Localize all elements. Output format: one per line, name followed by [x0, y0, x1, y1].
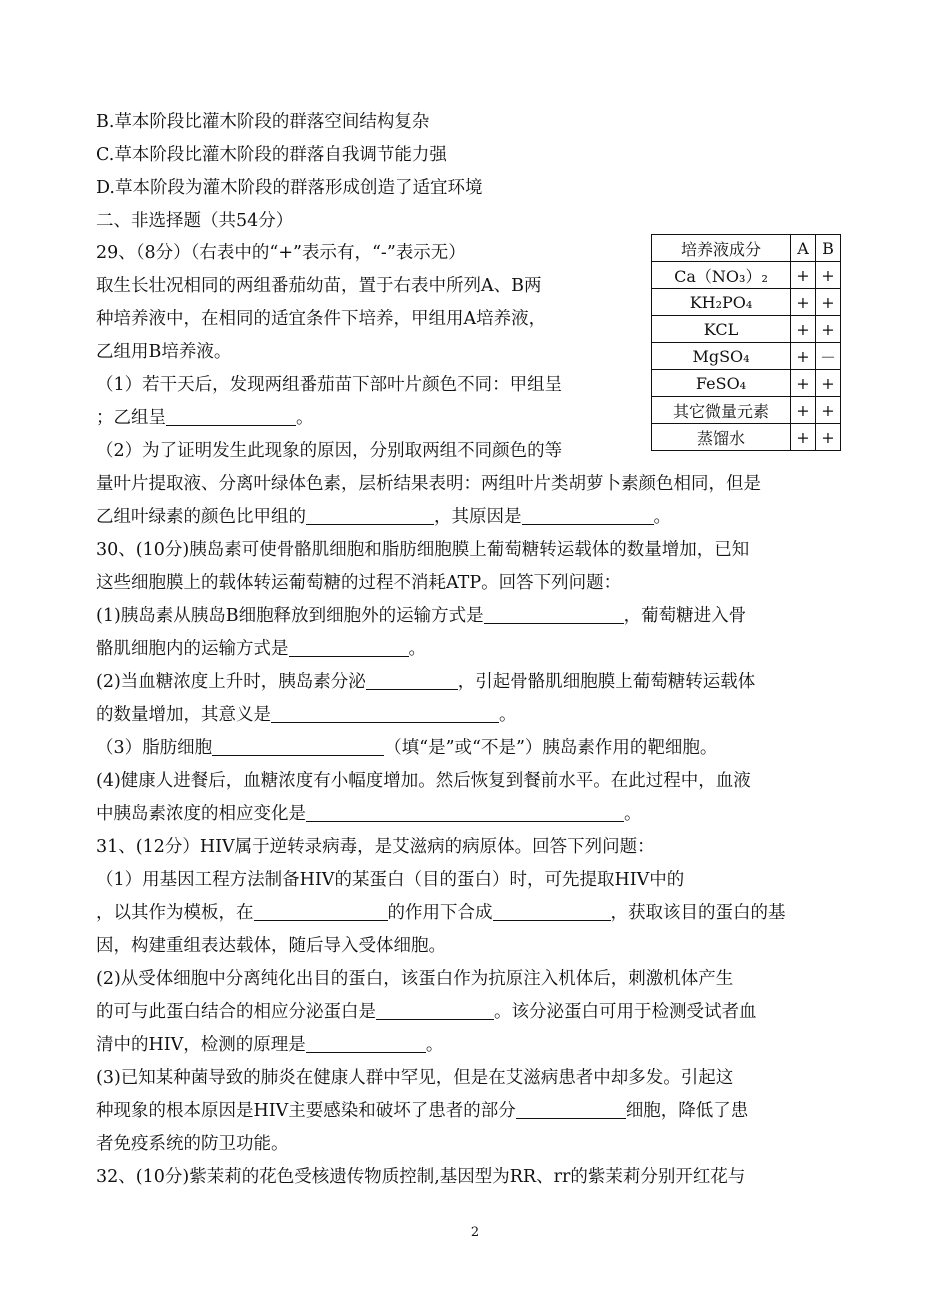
text-segment: （3）脂肪细胞: [96, 738, 213, 758]
text-segment: 。: [425, 1035, 444, 1055]
table-cell: MgSO₄: [652, 343, 791, 370]
table-cell: +: [816, 262, 841, 289]
text-segment: 的数量增加，其意义是: [96, 705, 271, 725]
q31-part3: (3)已知某种菌导致的肺炎在健康人群中罕见，但是在艾滋病患者中却多发。引起这: [96, 1068, 734, 1088]
table-cell: +: [816, 289, 841, 316]
q31-part3-end: 者免疫系统的防卫功能。: [96, 1134, 289, 1154]
section-heading: 二、非选择题（共54分）: [96, 211, 294, 231]
option-b: B.草本阶段比灌木阶段的群落空间结构复杂: [96, 112, 430, 132]
table-cell: Ca（NO₃）₂: [652, 262, 791, 289]
q31-part2: (2)从受体细胞中分离纯化出目的蛋白，该蛋白作为抗原注入机体后，刺激机体产生: [96, 969, 734, 989]
q31-part2-end: [96, 1033, 443, 1057]
answer-blank[interactable]: [493, 902, 611, 921]
text-segment: ，葡萄糖进入骨: [623, 606, 747, 626]
table-cell: FeSO₄: [652, 370, 791, 397]
answer-blank[interactable]: [271, 704, 499, 723]
answer-blank[interactable]: [522, 506, 654, 525]
q29-text-1: 取生长壮况相同的两组番茄幼苗，置于右表中所列A、B两: [96, 276, 542, 296]
q30-part1: [96, 604, 746, 628]
table-cell: +: [791, 370, 816, 397]
table-cell: +: [816, 424, 841, 451]
table-cell: －: [816, 343, 841, 370]
answer-blank[interactable]: [516, 1100, 626, 1119]
table-header-cell: 培养液成分: [652, 235, 791, 262]
text-segment: 中胰岛素浓度的相应变化是: [96, 804, 306, 824]
text-segment: (2)当血糖浓度上升时，胰岛素分泌: [96, 672, 366, 692]
text-segment: ；乙组呈: [96, 408, 166, 428]
table-cell: +: [791, 289, 816, 316]
text-segment: 细胞，降低了患: [625, 1101, 749, 1121]
answer-blank[interactable]: [366, 671, 458, 690]
q30-part4: (4)健康人进餐后，血糖浓度有小幅度增加。然后恢复到餐前水平。在此过程中，血液: [96, 771, 751, 791]
answer-blank[interactable]: [254, 902, 388, 921]
answer-blank[interactable]: [289, 638, 409, 657]
q29-part2-answer: [96, 505, 671, 529]
q29-text-3: 乙组用B培养液。: [96, 342, 232, 362]
table-header-cell: A: [791, 235, 816, 262]
table-row: [652, 370, 841, 397]
table-cell: +: [791, 424, 816, 451]
answer-blank[interactable]: [376, 1001, 494, 1020]
table-cell: 其它微量元素: [652, 397, 791, 424]
q31-title: 31、(12分）HIV属于逆转录病毒，是艾滋病的病原体。回答下列问题：: [96, 837, 655, 857]
text-segment: ，其原因是: [434, 507, 522, 527]
table-cell: KCL: [652, 316, 791, 343]
page-number: 2: [470, 1225, 480, 1240]
answer-blank[interactable]: [306, 803, 624, 822]
q30-title: 30、(10分)胰岛素可使骨骼肌细胞和脂肪细胞膜上葡萄糖转运载体的数量增加，已知: [96, 540, 750, 560]
q32-title: 32、(10分)紫茉莉的花色受核遗传物质控制,基因型为RR、rr的紫茉莉分别开红花与: [96, 1167, 746, 1187]
answer-blank[interactable]: [306, 506, 434, 525]
table-row: [652, 262, 841, 289]
text-segment: (1)胰岛素从胰岛B细胞释放到细胞外的运输方式是: [96, 606, 484, 626]
text-segment: 清中的HIV，检测的原理是: [96, 1035, 306, 1055]
text-segment: 种现象的根本原因是HIV主要感染和破坏了患者的部分: [96, 1101, 516, 1121]
text-segment: 的作用下合成: [387, 903, 493, 923]
q29-title: 29、（8分）（右表中的“+”表示有，“-”表示无）: [96, 243, 466, 263]
option-d: D.草本阶段为灌木阶段的群落形成创造了适宜环境: [96, 178, 483, 198]
q30-part1-cont: [96, 637, 426, 661]
text-segment: 。: [624, 804, 642, 824]
q31-part1: （1）用基因工程方法制备HIV的某蛋白（目的蛋白）时，可先提取HIV中的: [96, 870, 685, 890]
q30-part4-cont: [96, 802, 642, 826]
q30-part3: [96, 736, 717, 760]
text-segment: 。: [499, 705, 517, 725]
table-header-row: [652, 235, 841, 262]
table-cell: +: [791, 343, 816, 370]
text-segment: 骼肌细胞内的运输方式是: [96, 639, 289, 659]
table-row: [652, 343, 841, 370]
q29-part1: （1）若干天后，发现两组番茄苗下部叶片颜色不同：甲组呈: [96, 375, 563, 395]
q29-part2-text: 量叶片提取液、分离叶绿体色素，层析结果表明：两组叶片类胡萝卜素颜色相同，但是: [96, 474, 761, 494]
text-segment: （填“是”或“不是”）胰岛素作用的靶细胞。: [384, 738, 718, 758]
text-segment: 。: [653, 507, 671, 527]
q31-part2-cont: [96, 1000, 757, 1024]
answer-blank[interactable]: [166, 407, 296, 426]
table-cell: +: [816, 397, 841, 424]
answer-blank[interactable]: [306, 1034, 426, 1053]
text-segment: 乙组叶绿素的颜色比甲组的: [96, 507, 306, 527]
table-header-cell: B: [816, 235, 841, 262]
text-segment: ，以其作为模板，在: [96, 903, 254, 923]
q29-part2: （2）为了证明发生此现象的原因，分别取两组不同颜色的等: [96, 441, 563, 461]
table-cell: 蒸馏水: [652, 424, 791, 451]
q30-part2: [96, 670, 755, 694]
nutrient-table: [651, 234, 841, 451]
answer-blank[interactable]: [212, 737, 384, 756]
text-segment: 的可与此蛋白结合的相应分泌蛋白是: [96, 1002, 376, 1022]
q31-part3-cont: [96, 1099, 748, 1123]
text-segment: 。该分泌蛋白可用于检测受试者血: [494, 1002, 757, 1022]
option-c: C.草本阶段比灌木阶段的群落自我调节能力强: [96, 145, 447, 165]
table-cell: +: [791, 316, 816, 343]
table-cell: +: [791, 262, 816, 289]
table-row: [652, 289, 841, 316]
q31-part1-end: 因，构建重组表达载体，随后导入受体细胞。: [96, 936, 446, 956]
text-segment: 。: [408, 639, 426, 659]
table-cell: +: [816, 370, 841, 397]
text-segment: ，获取该目的蛋白的基: [610, 903, 786, 923]
table-row: [652, 397, 841, 424]
q29-text-2: 种培养液中，在相同的适宜条件下培养，甲组用A培养液，: [96, 309, 547, 329]
text-segment: ，引起骨骼肌细胞膜上葡萄糖转运载体: [457, 672, 756, 692]
q29-part1-answer: [96, 406, 314, 430]
q30-part2-cont: [96, 703, 517, 727]
answer-blank[interactable]: [484, 605, 624, 624]
table-cell: +: [791, 397, 816, 424]
table-cell: +: [816, 316, 841, 343]
table-cell: KH₂PO₄: [652, 289, 791, 316]
text-segment: 。: [296, 408, 314, 428]
table-row: [652, 316, 841, 343]
table-row: [652, 424, 841, 451]
q31-part1-cont: [96, 901, 786, 925]
q30-text: 这些细胞膜上的载体转运葡萄糖的过程不消耗ATP。回答下列问题：: [96, 573, 622, 593]
